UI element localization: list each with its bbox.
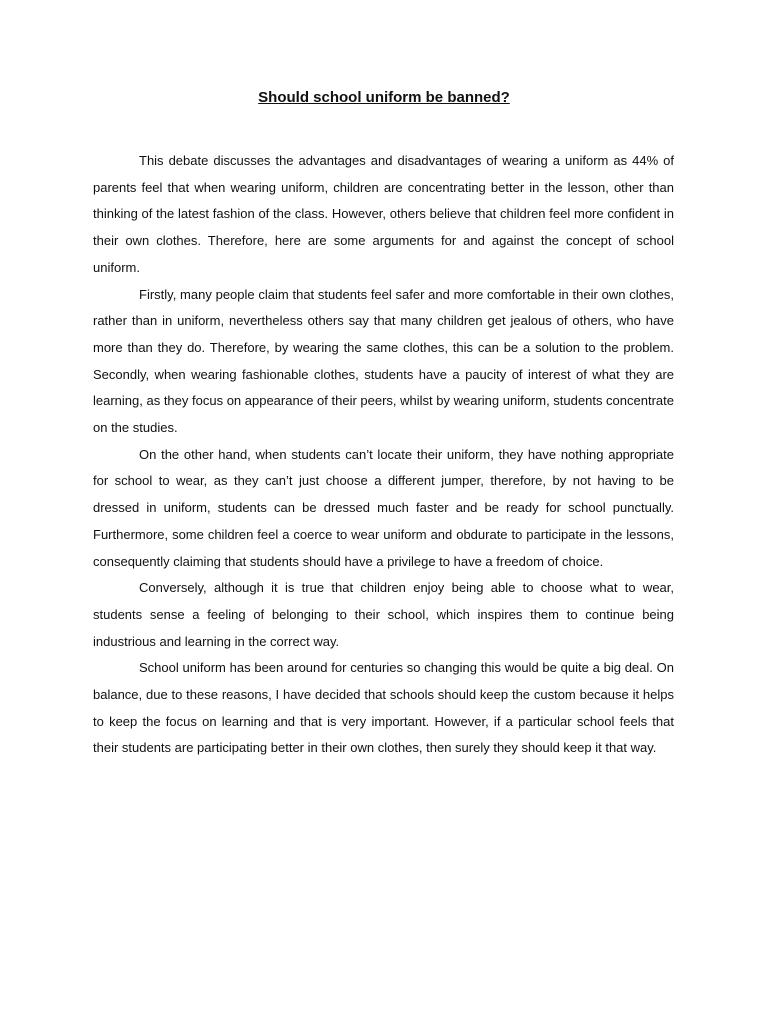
document-body: [93, 148, 674, 762]
paragraph-firstly: Firstly, many people claim that students feel safer and more comfortable in their own clothes, rather than in uniform, nevertheless others say that many children get jealous of others, who have more than they do. Therefore, by wearing the same clothes, this can be a solution to the problem. Secondly, when wearing fashionable clothes, students have a paucity of interest of what they are learning, as they focus on appearance of their peers, whilst by wearing uniform, students concentrate on the studies.: [93, 286, 674, 436]
paragraph-intro: This debate discusses the advantages and disadvantages of wearing a uniform as 44% of parents feel that when wearing uniform, children are concentrating better in the lesson, other than thinking of the latest fashion of the class. However, others believe that children feel more confident in their own clothes. Therefore, here are some arguments for and against the concept of school uniform.: [93, 153, 674, 275]
paragraph-other-hand: On the other hand, when students can’t locate their uniform, they have nothing appropriate for school to wear, as they can’t just choose a different jumper, therefore, by not having to be dressed in uniform, students can be dressed much faster and be ready for school punctually. Furthermore, some children feel a coerce to wear uniform and obdurate to participate in the lessons, consequently claiming that students should have a privilege to have a freedom of choice.: [93, 446, 674, 569]
document-title: Should school uniform be banned?: [258, 89, 510, 106]
paragraph-conversely: Conversely, although it is true that children enjoy being able to choose what to wear, students sense a feeling of belonging to their school, which inspires them to continue being industrious and learning in the correct way.: [93, 580, 674, 649]
paragraph-conclusion: School uniform has been around for centuries so changing this would be quite a big deal. On balance, due to these reasons, I have decided that schools should keep the custom because it helps to keep the focus on learning and that is very important. However, if a particular school feels that their students are participating better in their own clothes, then surely they should keep it that way.: [93, 660, 674, 756]
